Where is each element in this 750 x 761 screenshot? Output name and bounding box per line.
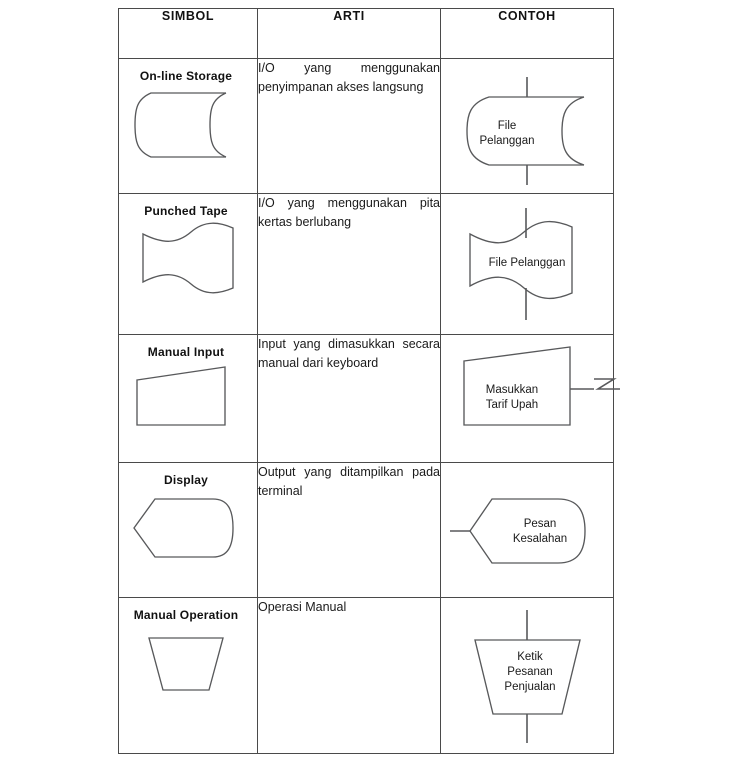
example-label: Pesan Kesalahan: [512, 518, 568, 546]
manual-operation-example: [441, 598, 613, 753]
manual-operation-symbol: [119, 624, 257, 704]
example-cell-punched-tape: [441, 194, 614, 335]
example-cell-display: [441, 463, 614, 598]
example-label: File Pelanggan: [488, 257, 566, 269]
column-header-arti: ARTI: [258, 9, 441, 59]
symbol-name-label: Manual Operation: [133, 608, 239, 622]
symbol-cell-display: [119, 463, 258, 598]
example-label: Ketik Pesanan Penjualan: [504, 651, 556, 694]
manual-input-example: [441, 335, 613, 462]
example-cell-manual-input: [441, 335, 614, 463]
symbol-name-label: Manual Input: [147, 345, 225, 359]
display-example: [441, 463, 613, 597]
meaning-text: Output yang ditampilkan pada terminal: [258, 465, 440, 498]
table-row: [119, 463, 614, 598]
table-row: [119, 335, 614, 463]
manual-input-symbol: [119, 361, 257, 435]
online-storage-symbol: [119, 85, 257, 163]
flowchart-symbol-table: [118, 8, 614, 754]
meaning-text: Input yang dimasukkan secara manual dari keyboard: [258, 337, 440, 370]
example-label: File Pelanggan: [479, 120, 535, 148]
meaning-cell-manual-input: [258, 335, 441, 463]
example-cell-manual-operation: [441, 598, 614, 754]
symbol-name-label: On-line Storage: [139, 69, 233, 83]
symbol-cell-punched-tape: [119, 194, 258, 335]
meaning-text: I/O yang menggunakan pita kertas berlubang: [258, 196, 440, 229]
column-header-contoh: CONTOH: [441, 9, 614, 59]
display-symbol: [119, 489, 257, 567]
punched-tape-symbol: [119, 220, 257, 304]
symbol-cell-manual-input: [119, 335, 258, 463]
example-label: Masukkan Tarif Upah: [485, 384, 539, 412]
table-header-row: [119, 9, 614, 59]
meaning-cell-display: [258, 463, 441, 598]
table-row: [119, 598, 614, 754]
meaning-cell-punched-tape: [258, 194, 441, 335]
zigzag-connector-icon: [594, 379, 620, 389]
meaning-cell-online-storage: [258, 59, 441, 194]
example-cell-online-storage: [441, 59, 614, 194]
symbol-name-label: Punched Tape: [144, 204, 228, 218]
meaning-cell-manual-operation: [258, 598, 441, 754]
table-row: [119, 194, 614, 335]
symbol-name-label: Display: [163, 473, 209, 487]
symbol-cell-online-storage: [119, 59, 258, 194]
meaning-text: I/O yang menggunakan penyimpanan akses langsung: [258, 61, 440, 94]
meaning-text: Operasi Manual: [258, 600, 347, 614]
column-header-simbol: SIMBOL: [119, 9, 258, 59]
table-row: [119, 59, 614, 194]
online-storage-example: [441, 59, 613, 193]
punched-tape-example: [441, 194, 613, 334]
symbol-cell-manual-operation: [119, 598, 258, 754]
